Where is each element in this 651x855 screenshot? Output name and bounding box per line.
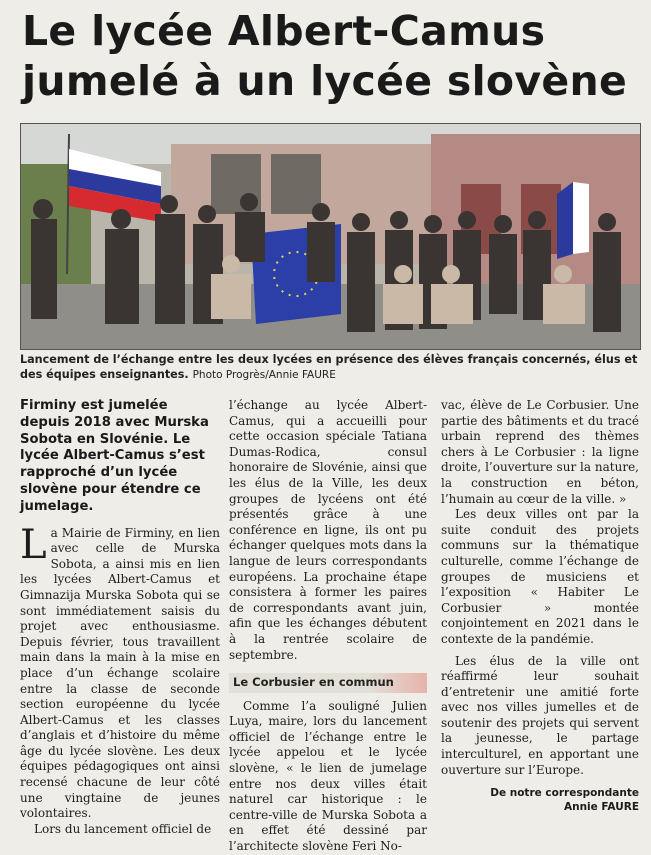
paragraph-4: Les deux villes ont par la suite conduit des projets communs sur la thématique culturelle, comme l’échange de groupes de musiciens et l’exposition « Habiter Le Corbusier » montée conjointement en 2021 dans le contexte de la pandémie. xyxy=(441,507,639,646)
byline xyxy=(441,786,639,814)
caption-text: Lancement de l’échange entre les deux lycées en présence des élèves français concernés, élus et des équipes enseignantes. xyxy=(20,353,638,381)
paragraph-5: Les élus de la ville ont réaffirmé leur souhait d’entretenir une amitié forte avec nos villes jumelles et de soutenir des projets qui servent la jeunesse, le partage interculturel, en apportant une ouverture sur l’Europe. xyxy=(441,653,639,777)
article-column-2 xyxy=(229,398,427,855)
paragraph-3-continued: vac, élève de Le Corbusier. Une partie des bâtiments et du tracé urbain reprend des thèmes chers à Le Corbusier : la ligne droite, l’ouverture sur la nature, la construction en béton, l’humain au cœur de la ville. » xyxy=(441,398,639,506)
headline xyxy=(22,6,642,106)
drop-cap: L xyxy=(20,521,47,568)
byline-name: Annie FAURE xyxy=(563,801,639,814)
paragraph-2-continued: l’échange au lycée Albert-Camus, qui a accueilli pour cette occasion spéciale Tatiana Dumas-Rodica, consul honoraire de Slovénie, ainsi que les élus de la Ville, les deux groupes de lycéens ont été présentés grâce à une conférence en ligne, ils ont pu échanger quelques mots dans la langue de leurs correspondants européens. La prochaine étape consistera à former les paires de correspondants avant juin, afin que les échanges débutent à la rentrée scolaire de septembre. xyxy=(229,398,427,662)
photo-caption xyxy=(20,352,640,383)
byline-role: De notre correspondante xyxy=(490,787,639,800)
article-column-3 xyxy=(441,398,639,814)
paragraph-2-start: Lors du lancement officiel de xyxy=(34,821,212,836)
group-photo xyxy=(20,123,641,350)
section-subhead: Le Corbusier en commun xyxy=(229,673,427,693)
article-column-1 xyxy=(20,398,220,837)
lead-paragraph: Firminy est jumelée depuis 2018 avec Murska Sobota en Slovénie. Le lycée Albert-Camus s’est rapproché d’un lycée slovène pour étendre ce jumelage. xyxy=(20,398,209,514)
paragraph-3-start: Comme l’a souligné Julien Luya, maire, lors du lancement officiel de l’échange entre le lycée appelou et le lycée slovène, « le lien de jumelage entre nos deux villes était naturel car historique : le centre-ville de Murska Sobota a en effet été dessiné par l’architecte slovène Feri No- xyxy=(229,698,427,854)
photo-credit: Photo Progrès/Annie FAURE xyxy=(192,369,336,381)
paragraph-1 xyxy=(20,521,220,822)
paragraph-1-text: a Mairie de Firminy, en lien avec celle de Murska Sobota, a ainsi mis en lien les lycées Albert-Camus et Gimnazija Murska Sobota qui se sont immédiatement saisis du projet avec enthousiasme. Depuis février, tous travaillent main dans la main à la mise en place d’un échange scolaire entre la classe de seconde section européenne du lycée Albert-Camus et les classes d’anglais et d’histoire du même âge du lycée slovène. Les deux équipes pédagogiques ont ainsi recensé chacune de leur côté une vingtaine de jeunes volontaires. xyxy=(20,525,220,821)
headline-line-2: jumelé à un lycée slovène xyxy=(22,57,628,105)
headline-line-1: Le lycée Albert-Camus xyxy=(22,7,546,55)
